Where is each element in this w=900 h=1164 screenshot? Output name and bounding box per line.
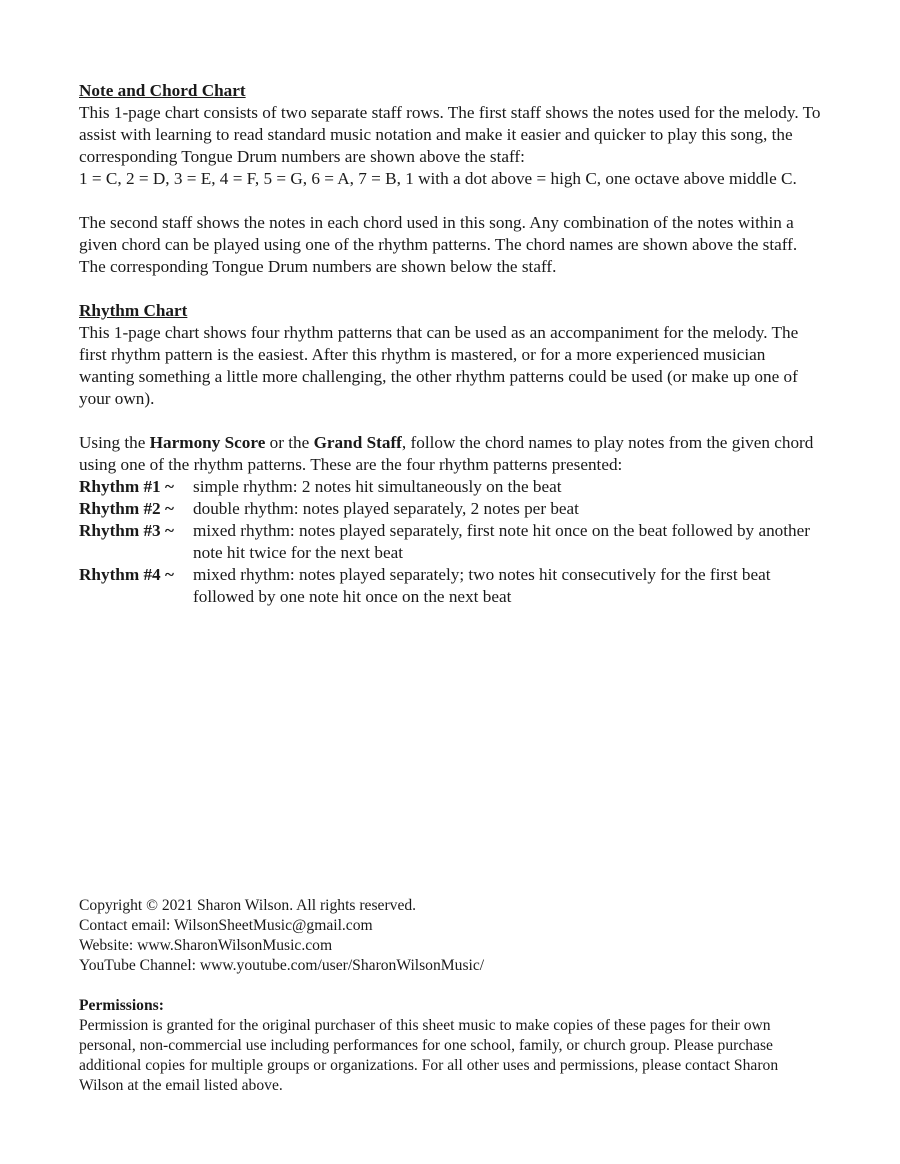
permissions-text: Permission is granted for the original purchaser of this sheet music to make copies of these pages for their own personal, non-commercial use including performances for one school, family, or church group. Please purchase additional copies for multiple groups or organizations. For all other uses and permissions, please contact Sharon Wilson at the email listed above.: [79, 1017, 779, 1094]
note-chart-intro: This 1-page chart consists of two separate staff rows. The first staff shows the notes used for the melody. To assist with learning to read standard music notation and make it easier and quicker to play this song, the corresponding Tongue Drum numbers are shown above the staff:: [79, 103, 821, 166]
note-chart-paragraph-1: [79, 102, 824, 190]
rhythm-item: [79, 564, 824, 608]
note-chord-chart-heading: Note and Chord Chart: [79, 81, 246, 100]
rhythm-label: Rhythm #4 ~: [79, 565, 174, 584]
rhythm-label: Rhythm #1 ~: [79, 477, 174, 496]
rhythm-label: Rhythm #2 ~: [79, 499, 174, 518]
rhythm-description: simple rhythm: 2 notes hit simultaneously on the beat: [193, 477, 562, 496]
permissions-heading: Permissions:: [79, 997, 164, 1014]
drum-number-mapping: 1 = C, 2 = D, 3 = E, 4 = F, 5 = G, 6 = A, 7 = B, 1 with a dot above = high C, one octave above middle C.: [79, 169, 797, 188]
document-body: [79, 80, 824, 608]
rhythm-chart-heading: Rhythm Chart: [79, 301, 188, 320]
grand-staff-term: Grand Staff: [313, 433, 402, 452]
note-chart-paragraph-2: The second staff shows the notes in each chord used in this song. Any combination of the notes within a given chord can be played using one of the rhythm patterns. The chord names are shown above the staff. The corresponding Tongue Drum numbers are shown below the staff.: [79, 213, 798, 276]
rhythm-item: [79, 520, 824, 564]
rhythm-description: double rhythm: notes played separately, 2 notes per beat: [193, 499, 579, 518]
footer: [79, 896, 824, 1096]
rhythm-item: [79, 476, 824, 498]
rhythm-chart-paragraph-2: [79, 432, 824, 476]
copyright-line: Copyright © 2021 Sharon Wilson. All rights reserved.: [79, 897, 417, 914]
using-suffix: , follow the chord names to play notes from the given chord using one of the rhythm patterns. These are the four rhythm patterns presented:: [79, 433, 814, 474]
rhythm-description: mixed rhythm: notes played separately; two notes hit consecutively for the first beat followed by one note hit once on the next beat: [193, 565, 771, 606]
rhythm-item: [79, 498, 824, 520]
using-or: or the: [265, 433, 314, 452]
youtube-line: YouTube Channel: www.youtube.com/user/SharonWilsonMusic/: [79, 957, 485, 974]
contact-email-line: Contact email: WilsonSheetMusic@gmail.com: [79, 917, 373, 934]
harmony-score-term: Harmony Score: [149, 433, 266, 452]
using-prefix: Using the: [79, 433, 150, 452]
rhythm-description: mixed rhythm: notes played separately, first note hit once on the beat followed by another note hit twice for the next beat: [193, 521, 810, 562]
rhythm-label: Rhythm #3 ~: [79, 521, 174, 540]
rhythm-chart-paragraph-1: This 1-page chart shows four rhythm patterns that can be used as an accompaniment for the melody. The first rhythm pattern is the easiest. After this rhythm is mastered, or for a more experienced musician wanting something a little more challenging, the other rhythm patterns could be used (or make up one of your own).: [79, 323, 799, 408]
website-line: Website: www.SharonWilsonMusic.com: [79, 937, 333, 954]
